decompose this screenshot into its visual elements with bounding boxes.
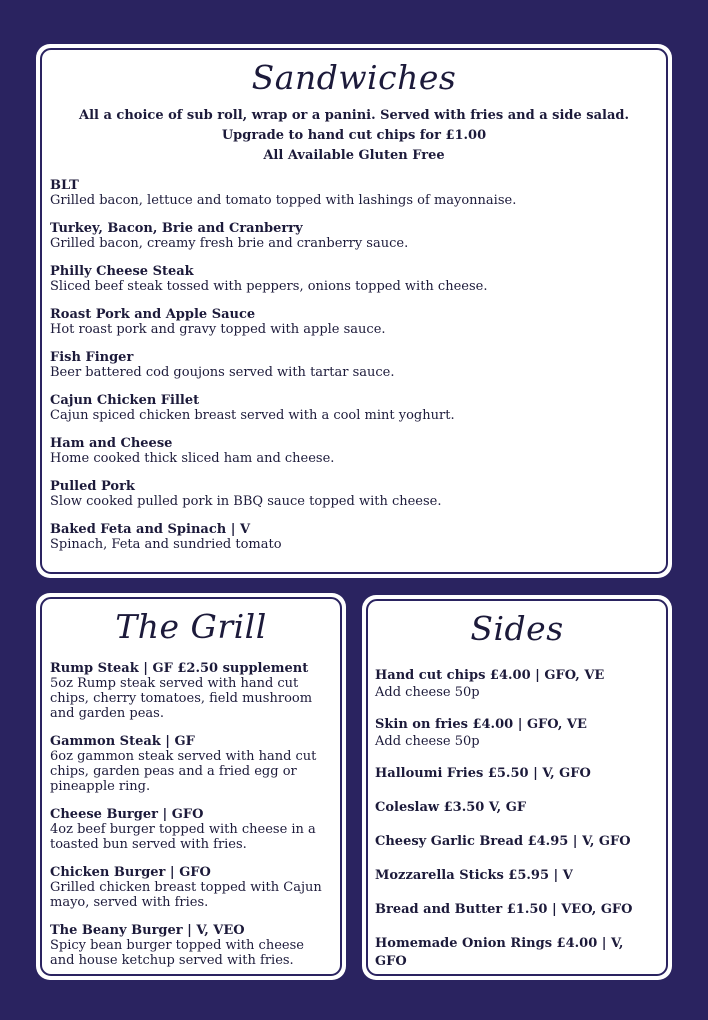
menu-item — [50, 178, 650, 208]
menu-item — [375, 765, 657, 783]
item-name: Chicken Burger | GFO — [50, 865, 211, 880]
item-name: Homemade Onion Rings £4.00 | V, GFO — [375, 936, 624, 969]
item-description: Grilled bacon, creamy fresh brie and cranberry sauce. — [50, 236, 409, 251]
item-description: Cajun spiced chicken breast served with a cool mint yoghurt. — [50, 408, 455, 423]
item-name: Ham and Cheese — [50, 436, 173, 451]
item-description: Add cheese 50p — [375, 734, 480, 749]
item-name: Coleslaw £3.50 V, GF — [375, 800, 527, 815]
item-name: Cheese Burger | GFO — [50, 807, 204, 822]
item-name: Roast Pork and Apple Sauce — [50, 307, 256, 322]
item-description: 5oz Rump steak served with hand cut chips, cherry tomatoes, field mushroom and garden peas. — [50, 676, 313, 721]
menu-item — [50, 350, 650, 380]
item-description: Slow cooked pulled pork in BBQ sauce topped with cheese. — [50, 494, 442, 509]
menu-item — [50, 264, 650, 294]
item-name: Baked Feta and Spinach | V — [50, 522, 251, 537]
sides-panel — [362, 595, 672, 980]
menu-item — [375, 799, 657, 817]
sandwiches-panel — [36, 44, 672, 578]
menu-item — [375, 867, 657, 885]
item-name: Skin on fries £4.00 | GFO, VE — [375, 717, 587, 732]
menu-item — [50, 865, 330, 910]
grill-list — [50, 661, 330, 981]
sides-list — [375, 667, 657, 987]
sandwich-list — [50, 178, 650, 565]
item-name: The Beany Burger | V, VEO — [50, 923, 245, 938]
item-description: Home cooked thick sliced ham and cheese. — [50, 451, 335, 466]
item-name: Hand cut chips £4.00 | GFO, VE — [375, 668, 605, 683]
menu-item — [50, 479, 650, 509]
intro-line: All Available Gluten Free — [263, 148, 445, 163]
item-name: Cajun Chicken Fillet — [50, 393, 200, 408]
menu-item — [50, 436, 650, 466]
item-description: Sliced beef steak tossed with peppers, onions topped with cheese. — [50, 279, 488, 294]
item-name: Cheesy Garlic Bread £4.95 | V, GFO — [375, 834, 631, 849]
item-description: Hot roast pork and gravy topped with apple sauce. — [50, 322, 386, 337]
item-name: Bread and Butter £1.50 | VEO, GFO — [375, 902, 633, 917]
sandwiches-title: Sandwiches — [251, 58, 457, 97]
grill-panel — [36, 593, 346, 980]
menu-item — [375, 901, 657, 919]
item-description: 6oz gammon steak served with hand cut chips, garden peas and a fried egg or pineapple ring. — [50, 749, 317, 794]
sides-title: Sides — [470, 609, 564, 648]
item-description: Spicy bean burger topped with cheese and house ketchup served with fries. — [50, 938, 304, 968]
menu-item — [375, 935, 657, 971]
item-name: Pulled Pork — [50, 479, 135, 494]
menu-item — [50, 393, 650, 423]
item-name: Rump Steak | GF £2.50 supplement — [50, 661, 309, 676]
menu-item — [50, 734, 330, 794]
item-description: 4oz beef burger topped with cheese in a toasted bun served with fries. — [50, 822, 316, 852]
item-description: Spinach, Feta and sundried tomato — [50, 537, 282, 552]
menu-item — [375, 716, 657, 749]
menu-item — [50, 221, 650, 251]
intro-line: All a choice of sub roll, wrap or a panini. Served with fries and a side salad. — [78, 108, 630, 123]
intro-line: Upgrade to hand cut chips for £1.00 — [221, 128, 487, 143]
grill-title: The Grill — [115, 607, 267, 646]
item-name: Mozzarella Sticks £5.95 | V — [375, 868, 573, 883]
item-name: Fish Finger — [50, 350, 134, 365]
item-name: BLT — [50, 178, 79, 193]
item-description: Beer battered cod goujons served with tartar sauce. — [50, 365, 395, 380]
menu-item — [50, 923, 330, 968]
menu-item — [50, 807, 330, 852]
item-name: Gammon Steak | GF — [50, 734, 195, 749]
menu-item — [50, 522, 650, 552]
item-name: Turkey, Bacon, Brie and Cranberry — [50, 221, 303, 236]
menu-item — [375, 667, 657, 700]
item-description: Add cheese 50p — [375, 685, 480, 700]
menu-item — [375, 833, 657, 851]
menu-item — [50, 307, 650, 337]
item-description: Grilled chicken breast topped with Cajun mayo, served with fries. — [50, 880, 322, 910]
item-description: Grilled bacon, lettuce and tomato topped with lashings of mayonnaise. — [50, 193, 517, 208]
item-name: Philly Cheese Steak — [50, 264, 194, 279]
menu-item — [50, 661, 330, 721]
item-name: Halloumi Fries £5.50 | V, GFO — [375, 766, 591, 781]
sandwiches-intro — [36, 106, 672, 166]
